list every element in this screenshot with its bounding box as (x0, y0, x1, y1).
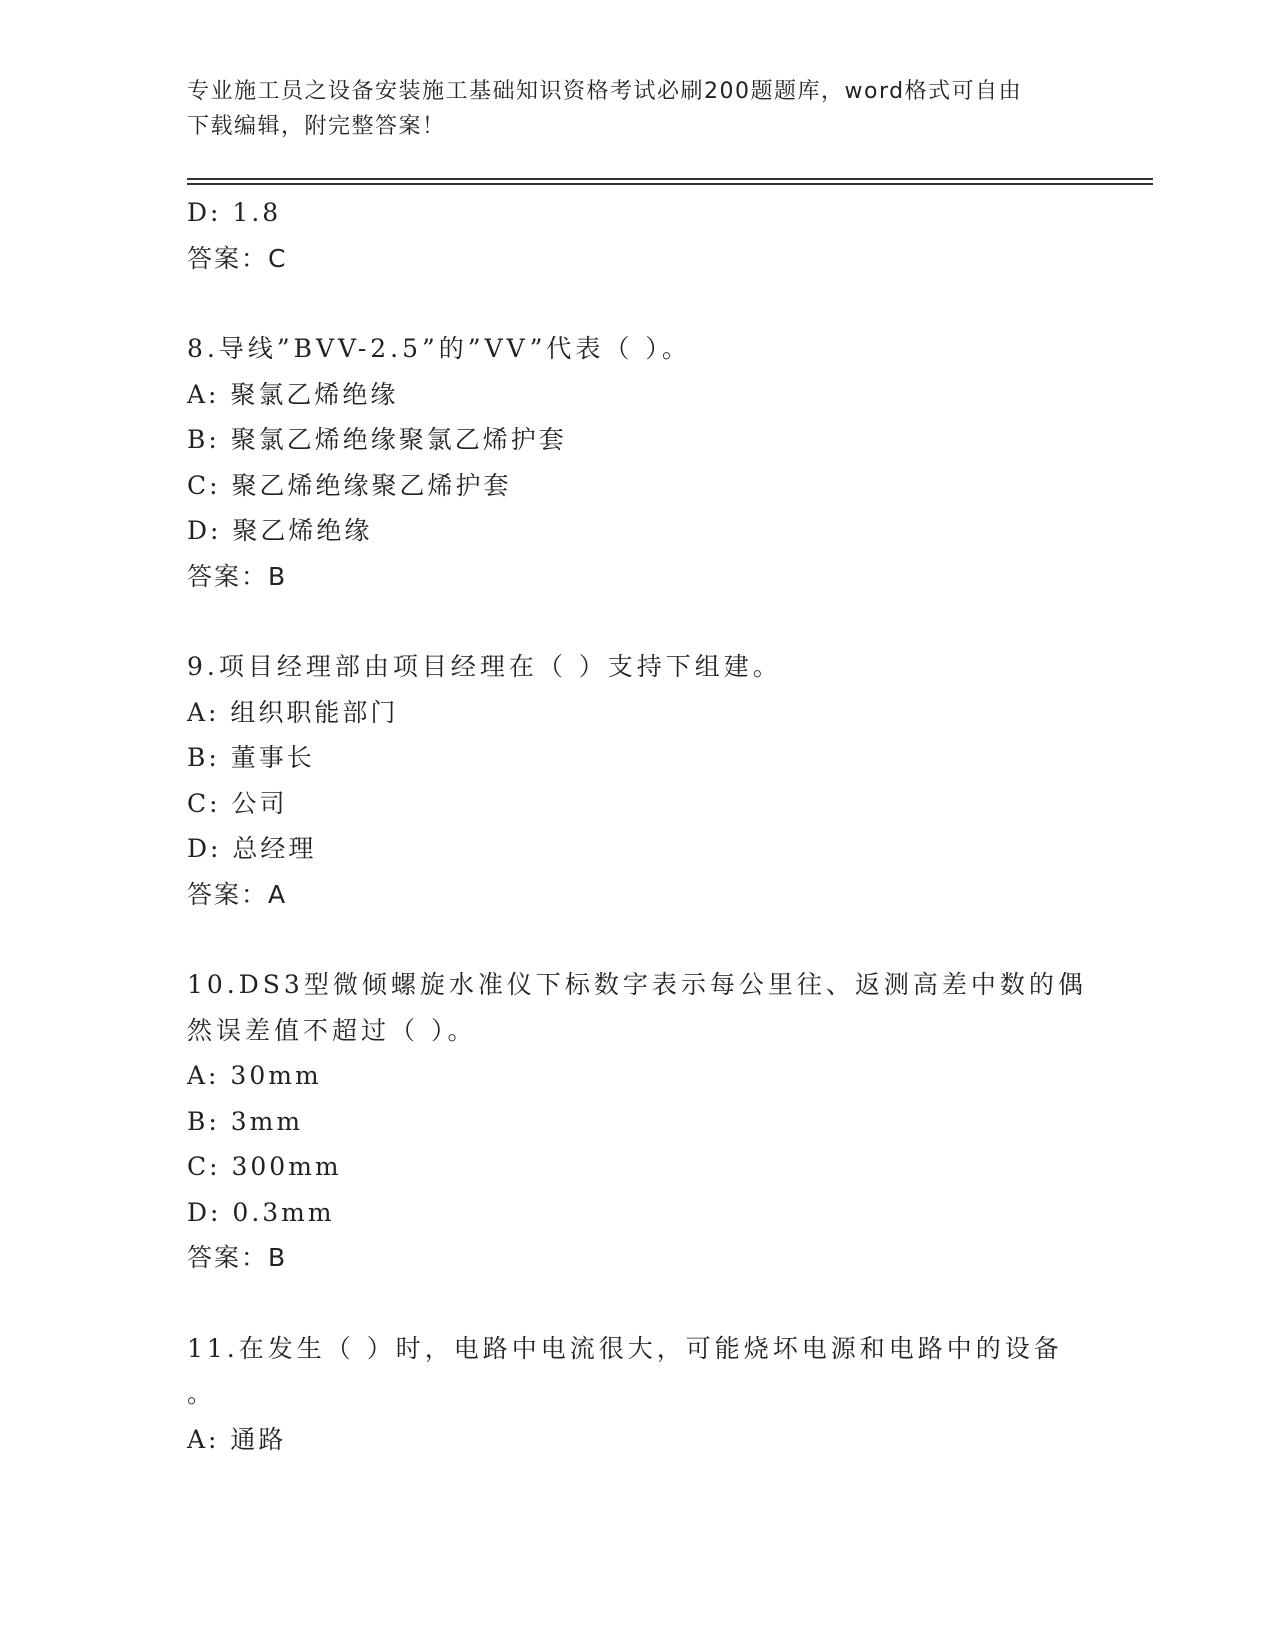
spacer (187, 281, 1087, 326)
option-c: C: 聚乙烯绝缘聚乙烯护套 (187, 470, 512, 500)
question-11 (187, 1326, 1087, 1463)
option-b: B: 聚氯乙烯绝缘聚氯乙烯护套 (187, 425, 567, 454)
option-d: D: 总经理 (187, 834, 317, 863)
question-8 (187, 326, 1087, 599)
answer: 答案：A (187, 879, 288, 909)
header-line-1: 专业施工员之设备安装施工基础知识资格考试必刷200题题库，word格式可自由 (187, 79, 1023, 104)
question-title: 9.项目经理部由项目经理在（ ）支持下组建。 (187, 652, 782, 681)
question-title-line-2: 然误差值不超过（ ）。 (187, 1015, 477, 1045)
header-line-2: 下载编辑，附完整答案！ (187, 114, 446, 139)
option-d: D: 聚乙烯绝缘 (187, 516, 373, 545)
option-d: D: 0.3mm (187, 1197, 335, 1227)
question-title-line-2: 。 (187, 1379, 217, 1408)
option-c: C: 300mm (187, 1152, 342, 1181)
question-title-line-1: 11.在发生（ ）时，电路中电流很大，可能烧坏电源和电路中的设备 (187, 1333, 1063, 1363)
spacer (187, 917, 1087, 962)
header-rule-bottom (187, 183, 1153, 185)
question-content (187, 190, 1087, 1462)
option-a: A: 30mm (187, 1061, 322, 1090)
option-b: B: 3mm (187, 1106, 304, 1136)
spacer (187, 599, 1087, 644)
question-10 (187, 962, 1087, 1281)
document-header (187, 74, 1087, 144)
answer: 答案：B (187, 1243, 288, 1272)
question-9 (187, 644, 1087, 917)
option-a: A: 通路 (187, 1424, 287, 1454)
option-d: D: 1.8 (187, 198, 282, 227)
question-title-line-1: 10.DS3型微倾螺旋水准仪下标数字表示每公里往、返测高差中数的偶 (187, 970, 1087, 999)
header-rule-top (187, 178, 1153, 180)
answer: 答案：B (187, 561, 288, 591)
option-a: A: 组织职能部门 (187, 697, 399, 727)
option-a: A: 聚氯乙烯绝缘 (187, 379, 399, 409)
spacer (187, 1281, 1087, 1326)
option-c: C: 公司 (187, 788, 288, 818)
question-title: 8.导线”BVV-2.5”的”VV”代表（ ）。 (187, 334, 691, 363)
option-b: B: 董事长 (187, 743, 315, 772)
answer: 答案：C (187, 243, 288, 273)
